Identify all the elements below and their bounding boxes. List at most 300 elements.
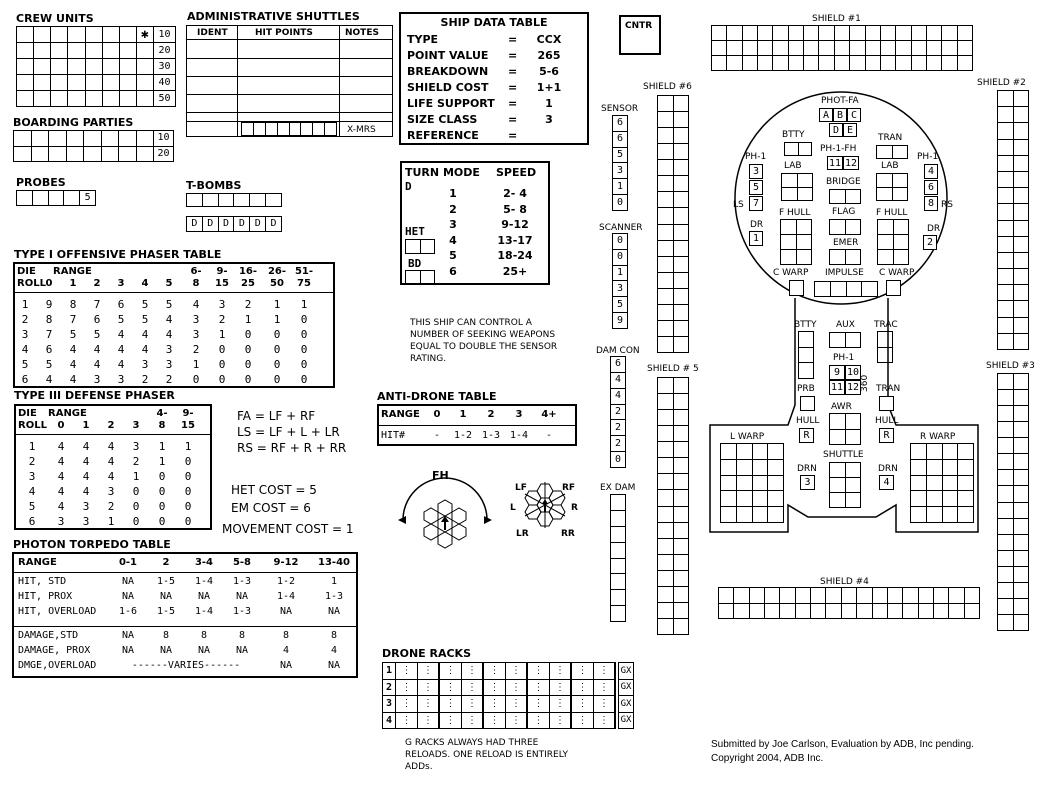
photon-hit-row-cell: 1-2 <box>276 576 296 587</box>
phaser1-head-row-cell: 16- <box>238 266 258 277</box>
anti-drone-hit-row-cell: 1-4 <box>509 430 529 441</box>
boarding-box <box>49 147 67 163</box>
phaser3-row-cell: 0 <box>184 455 192 468</box>
phaser1-row-cell: 8 <box>69 298 77 311</box>
grid-box <box>658 225 674 241</box>
grid-box <box>842 588 857 604</box>
turn-mode-value: 3 <box>449 218 457 231</box>
grid-box <box>1014 204 1030 220</box>
phaser3-row-cell: 3 <box>82 500 90 513</box>
phaser1-row-cell: 0 <box>244 373 252 386</box>
grid-box <box>674 321 690 337</box>
turn-mode-rows <box>442 187 548 280</box>
phaser3-row-cell: 2 <box>107 500 115 513</box>
grid-box <box>674 337 690 353</box>
drone-slot: ⋮ <box>527 662 550 680</box>
ship-data-row <box>407 129 583 145</box>
crew-box <box>86 43 103 59</box>
phaser1-row-cell: 1 <box>300 298 308 311</box>
ship-data-eq: = <box>508 33 518 46</box>
drone-slot: ⋮ <box>417 695 440 713</box>
phaser1-row-cell: 4 <box>141 343 149 356</box>
phaser-4: 4 <box>924 164 938 179</box>
grid-box <box>758 26 773 41</box>
turn-mode-row <box>442 249 548 265</box>
grid-box <box>927 41 942 56</box>
crew-box <box>51 27 68 43</box>
grid-box <box>804 26 819 41</box>
grid-box <box>674 208 690 224</box>
grid-box <box>765 588 780 604</box>
phaser3-table <box>14 404 212 530</box>
phaser1-row-cell: 0 <box>273 343 281 356</box>
grid-box <box>734 588 749 604</box>
phaser3-row-cell: 0 <box>184 470 192 483</box>
track-box: 6 <box>611 357 626 373</box>
grid-box <box>765 604 780 620</box>
grid-box <box>998 91 1014 107</box>
ship-data-key: LIFE SUPPORT <box>407 97 495 110</box>
grid-box <box>942 41 957 56</box>
tbomb-dummy-box: D <box>203 217 219 232</box>
grid-box <box>789 26 804 41</box>
grid-box <box>1014 253 1030 269</box>
phaser3-row-cell: 4 <box>57 455 65 468</box>
ship-data-key: SIZE CLASS <box>407 113 478 126</box>
photon-hit-row-cell: HIT, OVERLOAD <box>18 606 97 617</box>
photon-damage-row-cell: 8 <box>238 630 246 641</box>
anti-drone-head-row-cell: 4+ <box>541 409 557 420</box>
phaser3-row-cell: 3 <box>28 470 36 483</box>
crew-row-label: 30 <box>154 59 176 75</box>
phaser1-row-cell: 3 <box>21 328 29 341</box>
shield-5-label: SHIELD # 5 <box>647 364 699 374</box>
phaser1-row-cell: 3 <box>141 358 149 371</box>
admin-shuttles-box <box>186 25 393 137</box>
flag-label: FLAG <box>832 207 856 217</box>
grid-box <box>866 56 881 71</box>
grid-box <box>674 619 690 635</box>
speed-header: SPEED <box>496 166 537 179</box>
f-hull-left-boxes <box>780 219 812 265</box>
grid-box <box>804 41 819 56</box>
track-box: 9 <box>613 313 628 329</box>
phaser1-row-cell: 4 <box>117 358 125 371</box>
phaser-10: 10 <box>846 367 860 378</box>
photon-hit-row <box>14 606 356 621</box>
grid-box <box>719 588 734 604</box>
grid-box <box>658 394 674 410</box>
grid-box <box>611 543 626 559</box>
grid-box <box>1014 599 1030 615</box>
grid-box <box>658 160 674 176</box>
grid-box <box>998 615 1014 631</box>
photon-damage-row-cell: DAMAGE, PROX <box>18 645 91 656</box>
grid-box <box>819 41 834 56</box>
ship-data-key: BREAKDOWN <box>407 65 489 78</box>
turn-mode-header: TURN MODE <box>405 166 480 179</box>
drone-racks-title: DRONE RACKS <box>382 647 472 660</box>
ship-data-eq: = <box>508 65 518 78</box>
anti-drone-hit-row <box>379 430 575 442</box>
het-boxes <box>405 239 435 254</box>
phaser1-row-cell: 1 <box>273 313 281 326</box>
l-warp-grid <box>720 443 784 523</box>
shield-3-grid <box>997 373 1029 631</box>
torpedo-a: A <box>819 108 833 122</box>
track-box: 6 <box>613 116 628 132</box>
grid-box <box>780 604 795 620</box>
awr-boxes <box>829 413 861 445</box>
tbomb-dummy-box: D <box>250 217 266 232</box>
grid-box <box>658 474 674 490</box>
trac-label: TRAC <box>874 320 898 330</box>
drn-4: 4 <box>879 475 894 490</box>
photon-head-row-cell: 2 <box>162 557 170 568</box>
crew-box <box>68 27 85 43</box>
grid-box <box>674 539 690 555</box>
drone-rack-gx: GX <box>618 679 634 697</box>
grid-box <box>903 588 918 604</box>
photon-hit-row-cell: 1 <box>330 576 338 587</box>
anti-drone-hit-row-cell: 1-2 <box>453 430 473 441</box>
probes-title: PROBES <box>16 176 66 189</box>
boarding-box <box>32 147 50 163</box>
photon-hit-row-cell: 1-4 <box>194 576 214 587</box>
grid-box <box>958 26 973 41</box>
tbomb-dummy-box: D <box>234 217 250 232</box>
grid-box <box>727 41 742 56</box>
grid-box <box>721 491 737 507</box>
photon-title: PHOTON TORPEDO TABLE <box>13 538 171 551</box>
drone-slot: ⋮ <box>483 679 506 697</box>
phaser3-row <box>16 515 210 530</box>
bridge-boxes <box>829 189 861 204</box>
phaser1-head-row-cell: 15 <box>215 278 229 289</box>
phaser1-head-row-cell: 5 <box>165 278 173 289</box>
phaser3-row-cell: 0 <box>184 515 192 528</box>
drone-slot: ⋮ <box>593 662 616 680</box>
anti-drone-head-row-cell: 2 <box>487 409 495 420</box>
phaser1-row-cell: 3 <box>165 343 173 356</box>
movement-cost: MOVEMENT COST = 1 <box>222 522 354 536</box>
phaser3-head-row-cell: 15 <box>181 420 195 431</box>
phaser1-row-cell: 1 <box>218 328 226 341</box>
grid-box <box>943 507 959 523</box>
grid-box <box>1014 567 1030 583</box>
grid-box <box>611 527 626 543</box>
phaser-11-aft: 11 <box>830 382 844 393</box>
grid-box <box>1014 269 1030 285</box>
shuttle-hit-box <box>266 123 278 136</box>
grid-box <box>1014 454 1030 470</box>
photon-hit-row-cell: HIT, STD <box>18 576 67 587</box>
phaser1-row-cell: 6 <box>93 313 101 326</box>
phaser1-head-row <box>15 278 333 290</box>
btty-label: BTTY <box>782 130 805 140</box>
photon-head-row <box>14 557 356 569</box>
phaser3-row-cell: 6 <box>28 515 36 528</box>
grid-box <box>674 523 690 539</box>
grid-box <box>1014 406 1030 422</box>
het-label: HET <box>405 225 425 238</box>
turn-mode-table <box>400 161 550 285</box>
sensor-title: SENSOR <box>601 104 639 114</box>
anti-drone-head-row-cell: RANGE <box>381 409 420 420</box>
grid-box <box>789 56 804 71</box>
grid-box <box>835 41 850 56</box>
ship-data-value: 3 <box>545 113 553 126</box>
phaser1-row-cell: 5 <box>165 298 173 311</box>
grid-box <box>927 444 943 460</box>
damcon-track <box>610 356 626 468</box>
phaser1-row-cell: 4 <box>165 328 173 341</box>
crew-box <box>103 59 120 75</box>
prb-label: PRB <box>797 384 815 394</box>
grid-box <box>674 426 690 442</box>
phaser1-head-row-cell: 2 <box>93 278 101 289</box>
grid-box <box>998 374 1014 390</box>
anti-drone-row <box>379 430 575 442</box>
boarding-box <box>84 147 102 163</box>
grid-box <box>911 444 927 460</box>
photon-hit-row-cell: NA <box>159 591 173 602</box>
drn-3: 3 <box>800 475 815 490</box>
phaser1-row-cell: 7 <box>93 298 101 311</box>
l-label: L <box>510 503 516 513</box>
ship-data-row <box>407 33 583 49</box>
grid-box <box>611 559 626 575</box>
grid-box <box>1014 486 1030 502</box>
anti-drone-head-row <box>379 409 575 421</box>
crew-row-label: 10 <box>154 27 176 43</box>
phaser3-row-cell: 3 <box>57 515 65 528</box>
phaser1-row-cell: 3 <box>192 328 200 341</box>
phaser1-row-cell: 4 <box>93 343 101 356</box>
grid-box <box>674 192 690 208</box>
phaser1-row-cell: 2 <box>192 343 200 356</box>
tbomb-dummy-box: D <box>266 217 282 232</box>
shuttle-hit-box <box>254 123 266 136</box>
grid-box <box>866 26 881 41</box>
phaser3-row-cell: 1 <box>158 455 166 468</box>
grid-box <box>674 555 690 571</box>
phaser1-row-cell: 2 <box>244 298 252 311</box>
grid-box <box>998 156 1014 172</box>
phaser1-row-cell: 5 <box>69 328 77 341</box>
ship-data-title: SHIP DATA TABLE <box>440 16 548 29</box>
phaser3-row-cell: 4 <box>82 470 90 483</box>
col-ident: IDENT <box>197 28 228 38</box>
shield-2-grid <box>997 90 1029 350</box>
phaser3-header <box>16 408 210 432</box>
phaser3-row-cell: 0 <box>158 500 166 513</box>
turn-mode-value: 5 <box>449 249 457 262</box>
grid-box <box>998 422 1014 438</box>
impulse-label: IMPULSE <box>825 268 864 278</box>
grid-box <box>658 378 674 394</box>
phaser1-head-row-cell: 25 <box>241 278 255 289</box>
crew-box <box>137 43 154 59</box>
shuttle-hit-box <box>290 123 302 136</box>
crew-box <box>34 91 51 107</box>
phaser1-row-cell: 6 <box>45 343 53 356</box>
grid-box <box>873 588 888 604</box>
anti-drone-title: ANTI-DRONE TABLE <box>377 390 497 403</box>
g-racks-note: G RACKS ALWAYS HAD THREE RELOADS. ONE RELOAD IS ENTIRELY ADDs. <box>405 738 569 772</box>
drone-slot: ⋮ <box>505 662 528 680</box>
speed-value: 2- 4 <box>503 187 527 200</box>
track-box: 0 <box>613 234 628 250</box>
phaser1-row-cell: 0 <box>244 343 252 356</box>
phaser3-row <box>16 455 210 470</box>
drone-slot: ⋮ <box>461 712 484 730</box>
grid-box <box>658 241 674 257</box>
photon-head-row-cell: 5-8 <box>232 557 252 568</box>
grid-box <box>674 458 690 474</box>
turn-mode-row <box>442 234 548 250</box>
ship-data-row <box>407 113 583 129</box>
phot-fa-label: PHOT-FA <box>821 96 859 106</box>
crew-row-label: 50 <box>154 91 176 107</box>
speed-value: 25+ <box>502 264 528 278</box>
photon-damage-row-cell: NA <box>159 645 173 656</box>
turn-mode-row <box>442 203 548 219</box>
turn-mode-value: 4 <box>449 233 457 247</box>
bd-label: BD <box>408 257 422 270</box>
probe-launcher-box <box>800 396 815 411</box>
crew-box <box>17 27 34 43</box>
grid-box <box>658 176 674 192</box>
drone-slot: ⋮ <box>439 679 462 697</box>
crew-box <box>51 59 68 75</box>
photon-hit-row-cell: NA <box>279 606 293 617</box>
grid-box <box>743 26 758 41</box>
grid-box <box>1014 301 1030 317</box>
grid-box <box>674 394 690 410</box>
phaser1-row <box>15 298 333 313</box>
phaser1-row-cell: 4 <box>21 343 29 356</box>
grid-box <box>1014 285 1030 301</box>
grid-box <box>998 503 1014 519</box>
grid-box <box>1014 503 1030 519</box>
track-box: 1 <box>613 266 628 282</box>
flag-boxes <box>829 219 861 235</box>
phaser1-row-cell: 2 <box>141 373 149 386</box>
hex-arc-diagram <box>505 476 585 548</box>
grid-box <box>712 41 727 56</box>
crew-box <box>17 75 34 91</box>
ship-data-key: TYPE <box>407 33 439 46</box>
grid-box <box>881 56 896 71</box>
grid-box <box>674 144 690 160</box>
tbomb-dummy-box: D <box>219 217 235 232</box>
phaser1-row-cell: 0 <box>273 328 281 341</box>
phaser1-row-cell: 0 <box>218 373 226 386</box>
btty-aft-boxes <box>798 331 814 379</box>
phaser1-row-cell: 4 <box>117 343 125 356</box>
shuttle-hit-box <box>301 123 313 136</box>
het-cost: HET COST = 5 <box>231 483 317 497</box>
credits-line-1: Submitted by Joe Carlson, Evaluation by ADB, Inc pending. <box>711 739 974 750</box>
phaser1-row-cell: 3 <box>218 298 226 311</box>
grid-box <box>911 507 927 523</box>
phaser3-row-cell: 0 <box>158 470 166 483</box>
grid-box <box>919 604 934 620</box>
grid-box <box>943 444 959 460</box>
photon-hit-row-cell: 1-4 <box>276 591 296 602</box>
grid-box <box>881 26 896 41</box>
grid-box <box>998 140 1014 156</box>
trac-boxes <box>877 331 893 363</box>
photon-hit-row-cell: NA <box>121 591 135 602</box>
grid-box <box>998 486 1014 502</box>
phaser-3: 3 <box>749 164 763 179</box>
drone-slot: ⋮ <box>571 712 594 730</box>
hull-right-r: R <box>879 428 894 443</box>
phaser3-row-cell: 4 <box>82 455 90 468</box>
grid-box <box>658 112 674 128</box>
crew-row-label: 40 <box>154 75 176 91</box>
grid-box <box>903 604 918 620</box>
phaser1-header <box>15 266 333 290</box>
drone-slot: ⋮ <box>505 695 528 713</box>
grid-box <box>943 476 959 492</box>
shield-3-label: SHIELD #3 <box>986 361 1035 371</box>
shuttle-hit-box <box>242 123 254 136</box>
photon-hit-row-cell: 1-4 <box>194 606 214 617</box>
photon-head-row-cell: 9-12 <box>273 557 299 568</box>
probe-box <box>17 191 33 206</box>
grid-box <box>958 460 974 476</box>
grid-box <box>998 599 1014 615</box>
torpedo-b: B <box>833 108 847 122</box>
grid-box <box>658 289 674 305</box>
drone-slot: ⋮ <box>571 695 594 713</box>
phaser1-head-row-cell: 1 <box>69 278 77 289</box>
grid-box <box>674 289 690 305</box>
photon-hit-row-cell: HIT, PROX <box>18 591 73 602</box>
ph1-fh-label: PH-1-FH <box>820 144 857 154</box>
phaser3-row <box>16 500 210 515</box>
phaser1-row-cell: 5 <box>45 358 53 371</box>
phaser1-row-cell: 2 <box>21 313 29 326</box>
photon-damage-row-cell: 4 <box>282 645 290 656</box>
phaser3-head-row <box>16 420 210 432</box>
grid-box <box>658 192 674 208</box>
crew-box <box>34 75 51 91</box>
grid-box <box>658 321 674 337</box>
damcon-title: DAM CON <box>596 346 640 356</box>
photon-damage-rows <box>14 630 356 675</box>
track-box: 0 <box>613 195 628 211</box>
crew-box <box>17 91 34 107</box>
drone-slot: ⋮ <box>483 695 506 713</box>
awr-label: AWR <box>831 402 852 412</box>
drone-slot: ⋮ <box>395 712 418 730</box>
phaser1-head-row-cell: 0 <box>45 278 53 289</box>
grid-box <box>1014 221 1030 237</box>
grid-box <box>773 41 788 56</box>
drone-slot: ⋮ <box>417 679 440 697</box>
crew-box <box>86 27 103 43</box>
grid-box <box>773 56 788 71</box>
photon-damage-row-cell: NA <box>121 630 135 641</box>
grid-box <box>737 507 753 523</box>
boarding-parties-title: BOARDING PARTIES <box>13 116 134 129</box>
shield-4-label: SHIELD #4 <box>820 577 869 587</box>
phaser1-row-cell: 3 <box>117 373 125 386</box>
